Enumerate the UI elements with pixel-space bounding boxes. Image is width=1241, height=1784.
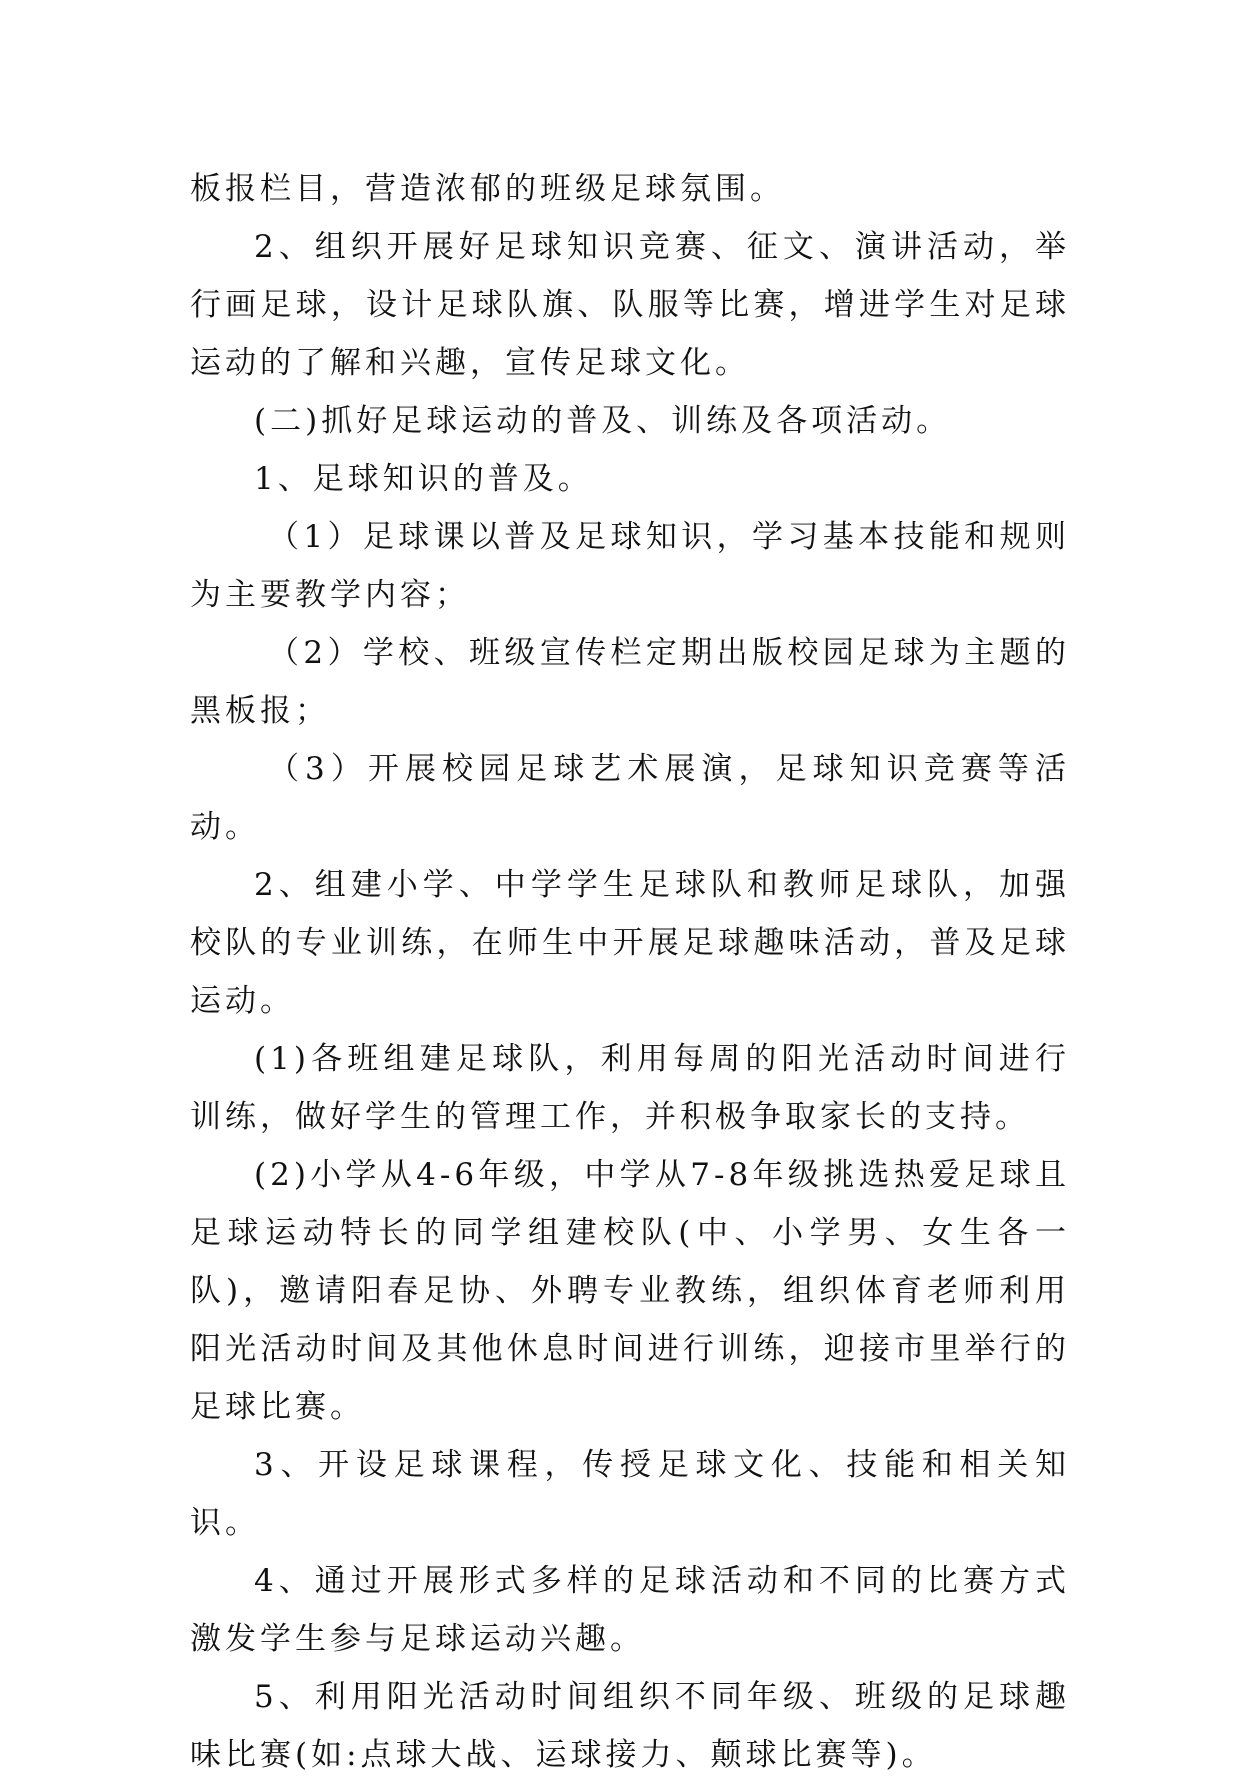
paragraph-11: 3、开设足球课程，传授足球文化、技能和相关知识。 [190,1447,1070,1541]
paragraph-1: 板报栏目，营造浓郁的班级足球氛围。 [190,171,785,207]
paragraph-7: （3）开展校园足球艺术展演，足球知识竞赛等活动。 [190,751,1070,845]
paragraph-13: 5、利用阳光活动时间组织不同年级、班级的足球趣味比赛(如:点球大战、运球接力、颠球比赛等)。 [190,1679,1070,1773]
paragraph-2: 2、组织开展好足球知识竞赛、征文、演讲活动，举行画足球，设计足球队旗、队服等比赛，增进学生对足球运动的了解和兴趣，宣传足球文化。 [190,229,1070,381]
paragraph-9: (1)各班组建足球队，利用每周的阳光活动时间进行训练，做好学生的管理工作，并积极争取家长的支持。 [190,1041,1070,1135]
paragraph-10: (2)小学从4-6年级，中学从7-8年级挑选热爱足球且足球运动特长的同学组建校队(中、小学男、女生各一队)，邀请阳春足协、外聘专业教练，组织体育老师利用阳光活动时间及其他休息时间进行训练，迎接市里举行的足球比赛。 [190,1157,1070,1425]
document-body [190,160,1070,1784]
paragraph-6: （2）学校、班级宣传栏定期出版校园足球为主题的黑板报； [190,635,1070,729]
paragraph-12: 4、通过开展形式多样的足球活动和不同的比赛方式激发学生参与足球运动兴趣。 [190,1563,1070,1657]
paragraph-5: （1）足球课以普及足球知识，学习基本技能和规则为主要教学内容； [190,519,1070,613]
paragraph-8: 2、组建小学、中学学生足球队和教师足球队，加强校队的专业训练，在师生中开展足球趣味活动，普及足球运动。 [190,867,1070,1019]
section-heading: (二)抓好足球运动的普及、训练及各项活动。 [254,403,952,439]
paragraph-4: 1、足球知识的普及。 [254,461,593,497]
